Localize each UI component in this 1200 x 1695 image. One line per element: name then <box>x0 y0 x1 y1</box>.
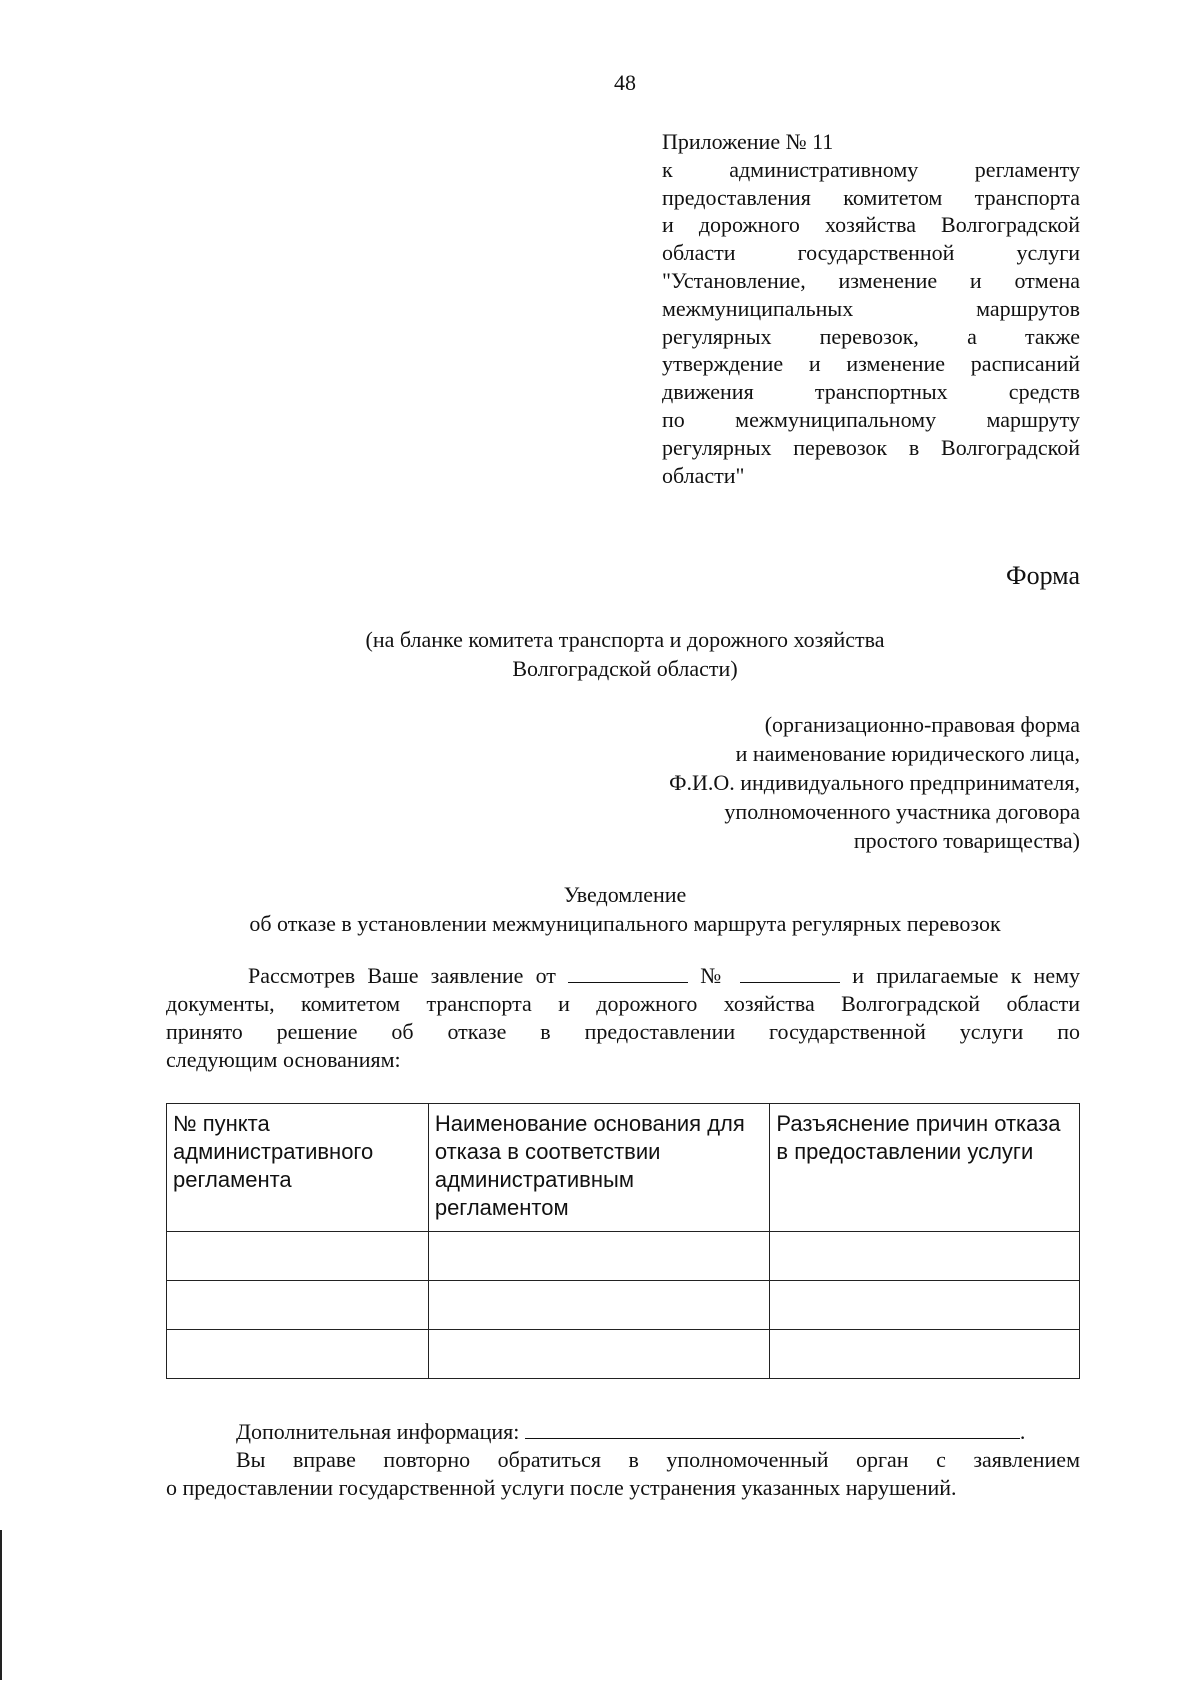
scan-edge-line <box>0 1530 2 1680</box>
appendix-line: движения транспортных средств <box>662 379 1080 405</box>
table-cell[interactable] <box>428 1330 770 1379</box>
appendix-line: "Установление, изменение и отмена <box>662 267 1080 293</box>
recipient-line: уполномоченного участника договора <box>724 799 1080 824</box>
body-line: документы, комитетом транспорта и дорожного хозяйства Волгоградской области <box>166 991 1080 1016</box>
footer-block <box>166 1418 1080 1502</box>
table-row <box>167 1330 1080 1379</box>
appendix-line: предоставления комитетом транспорта <box>662 184 1080 210</box>
table-cell[interactable] <box>428 1281 770 1330</box>
table-cell[interactable] <box>770 1330 1080 1379</box>
recipient-line: (организационно-правовая форма <box>764 712 1080 737</box>
notice-heading <box>0 880 1200 938</box>
recipient-line: Ф.И.О. индивидуального предпринимателя, <box>669 770 1080 795</box>
date-blank-field[interactable] <box>568 964 688 983</box>
appendix-line: и дорожного хозяйства Волгоградской <box>662 212 1080 238</box>
appendix-line: регулярных перевозок, а также <box>662 323 1080 349</box>
body-line: принято решение об отказе в предоставлении государственной услуги по <box>166 1019 1080 1044</box>
table-cell[interactable] <box>167 1330 429 1379</box>
notice-title: Уведомление <box>563 882 687 907</box>
table-cell[interactable] <box>167 1281 429 1330</box>
notice-body <box>166 962 1080 1074</box>
appendix-line: области государственной услуги <box>662 240 1080 266</box>
table-cell[interactable] <box>428 1232 770 1281</box>
table-header-cell: № пункта административного регламента <box>167 1104 429 1232</box>
appendix-line: по межмуниципальному маршруту <box>662 406 1080 432</box>
body-line-1 <box>166 962 1080 990</box>
table-header-row <box>167 1104 1080 1232</box>
appendix-line: к административному регламенту <box>662 156 1080 182</box>
footer-line: Вы вправе повторно обратиться в уполномоченный орган с заявлением <box>236 1447 1080 1472</box>
additional-info-line <box>166 1418 1080 1446</box>
appendix-title: Приложение № 11 <box>662 129 834 154</box>
table-cell[interactable] <box>770 1281 1080 1330</box>
recipient-line: и наименование юридического лица, <box>735 741 1080 766</box>
refusal-grounds-table <box>166 1103 1080 1379</box>
letterhead-note-line: Волгоградской области) <box>512 656 738 681</box>
letterhead-note-line: (на бланке комитета транспорта и дорожного хозяйства <box>365 627 885 652</box>
number-blank-field[interactable] <box>740 964 840 983</box>
table-row <box>167 1232 1080 1281</box>
recipient-block <box>669 710 1080 855</box>
appendix-line: области" <box>662 462 745 488</box>
appendix-line: межмуниципальных маршрутов <box>662 295 1080 321</box>
additional-info-field[interactable] <box>525 1420 1020 1439</box>
letterhead-note <box>0 625 1200 683</box>
table-header-cell: Наименование основания для отказа в соответствии административным регламентом <box>428 1104 770 1232</box>
table-row <box>167 1281 1080 1330</box>
additional-info-end: . <box>1019 1419 1026 1444</box>
notice-subtitle: об отказе в установлении межмуниципального маршрута регулярных перевозок <box>249 911 1001 936</box>
additional-info-label: Дополнительная информация: <box>236 1419 520 1444</box>
recipient-line: простого товарищества) <box>853 828 1080 853</box>
form-label: Форма <box>1006 561 1080 590</box>
appendix-header <box>662 128 1080 489</box>
page-number: 48 <box>614 70 636 95</box>
body-text: и прилагаемые к нему <box>852 963 1081 988</box>
number-sign: № <box>700 963 728 988</box>
table-cell[interactable] <box>770 1232 1080 1281</box>
table-cell[interactable] <box>167 1232 429 1281</box>
appendix-line: утверждение и изменение расписаний <box>662 351 1080 377</box>
appendix-line: регулярных перевозок в Волгоградской <box>662 434 1080 460</box>
footer-line: о предоставлении государственной услуги после устранения указанных нарушений. <box>166 1475 957 1500</box>
body-line: следующим основаниям: <box>166 1047 401 1072</box>
body-text: Рассмотрев Ваше заявление от <box>248 963 556 988</box>
table-header-cell: Разъяснение причин отказа в предоставлении услуги <box>770 1104 1080 1232</box>
